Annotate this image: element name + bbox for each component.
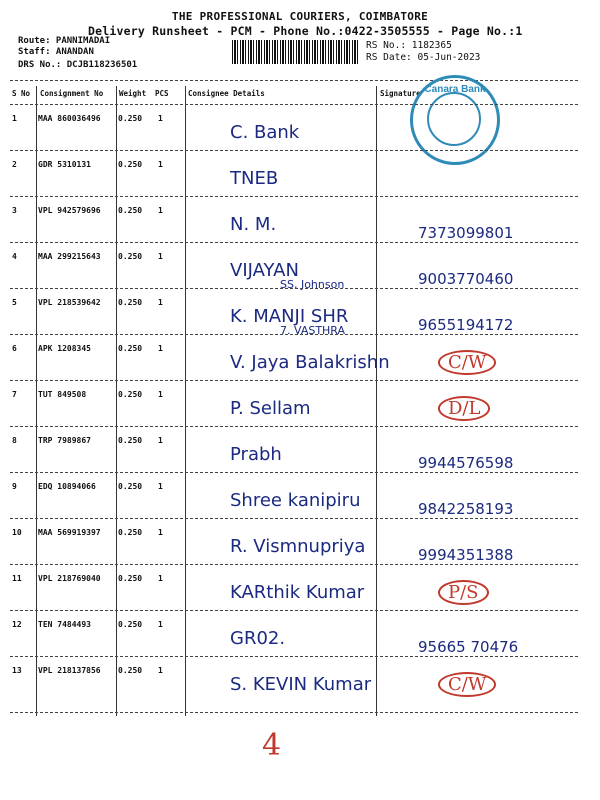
row-sno: 12 [12, 620, 22, 629]
row-consignment-no: TUT 849508 [38, 390, 87, 399]
row-pcs: 1 [158, 528, 163, 537]
row-divider [10, 380, 578, 381]
row-signature-phone: 9655194172 [418, 316, 514, 334]
runsheet-title: Delivery Runsheet - PCM - Phone No.:0422-3505555 - Page No.:1 [88, 24, 523, 38]
company-title: THE PROFESSIONAL COURIERS, COIMBATORE [171, 10, 429, 23]
row-consignee-name: Prabh [230, 444, 282, 465]
col-consignment: Consignment No [40, 89, 104, 98]
col-consignee: Consignee Details [188, 89, 265, 98]
row-consignee-name: TNEB [230, 168, 279, 189]
row-divider [10, 518, 578, 519]
row-weight: 0.250 [118, 390, 143, 399]
header-divider-top [10, 80, 578, 81]
bank-stamp [410, 75, 500, 165]
stamp-inner-ring [427, 92, 481, 146]
row-divider [10, 104, 578, 105]
row-sno: 6 [12, 344, 17, 353]
row-weight: 0.250 [118, 482, 143, 491]
row-signature-phone: 7373099801 [418, 224, 514, 242]
rs-number: RS No.: 1182365 [366, 40, 452, 51]
row-pcs: 1 [158, 298, 163, 307]
row-pcs: 1 [158, 620, 163, 629]
row-weight: 0.250 [118, 436, 143, 445]
row-pcs: 1 [158, 160, 163, 169]
col-signature: Signature [380, 89, 421, 98]
row-divider [10, 150, 578, 151]
row-consignee-name: KARthik Kumar [230, 582, 365, 603]
row-divider [10, 564, 578, 565]
col-weight: Weight [119, 89, 147, 98]
row-sno: 2 [12, 160, 17, 169]
row-consignment-no: MAA 299215643 [38, 252, 101, 261]
row-status-mark: P/S [438, 580, 489, 605]
row-consignment-no: EDQ 10894066 [38, 482, 96, 491]
row-consignment-no: MAA 860036496 [38, 114, 101, 123]
row-signature-phone: 9842258193 [418, 500, 514, 518]
row-divider [10, 472, 578, 473]
row-signature-phone: 95665 70476 [418, 638, 519, 656]
row-consignee-name: Shree kanipiru [230, 490, 361, 511]
row-sno: 1 [12, 114, 17, 123]
staff-label: Staff: ANANDAN [18, 47, 94, 57]
stamp-text: Canara Bank [424, 84, 486, 95]
row-consignee-name: C. Bank [230, 122, 300, 143]
row-consignee-name: V. Jaya Balakrishn [230, 352, 390, 373]
row-consignment-no: APK 1208345 [38, 344, 91, 353]
row-pcs: 1 [158, 114, 163, 123]
row-sno: 7 [12, 390, 17, 399]
row-consignment-no: VPL 218137856 [38, 666, 101, 675]
row-consignment-no: TRP 7989867 [38, 436, 91, 445]
row-weight: 0.250 [118, 344, 143, 353]
row-pcs: 1 [158, 206, 163, 215]
row-pcs: 1 [158, 574, 163, 583]
row-weight: 0.250 [118, 160, 143, 169]
drs-number: DRS No.: DCJB118236501 [18, 60, 138, 70]
rs-date: RS Date: 05-Jun-2023 [366, 52, 481, 63]
row-sno: 13 [12, 666, 22, 675]
row-weight: 0.250 [118, 620, 143, 629]
row-divider [10, 426, 578, 427]
row-consignee-name: VIJAYAN [230, 260, 299, 281]
row-pcs: 1 [158, 666, 163, 675]
row-sno: 8 [12, 436, 17, 445]
row-divider [10, 334, 578, 335]
row-pcs: 1 [158, 390, 163, 399]
row-pcs: 1 [158, 252, 163, 261]
row-sno: 5 [12, 298, 17, 307]
row-weight: 0.250 [118, 298, 143, 307]
row-status-mark: D/L [438, 396, 490, 421]
row-pcs: 1 [158, 482, 163, 491]
row-consignee-name: GR02. [230, 628, 286, 649]
row-consignment-no: VPL 218769040 [38, 574, 101, 583]
row-weight: 0.250 [118, 206, 143, 215]
row-consignee-name: N. M. [230, 214, 277, 235]
row-consignee-line2: 7. VASTHRA [280, 324, 346, 337]
row-consignee-line2: SS, Johnson [280, 278, 345, 291]
barcode [232, 40, 360, 64]
row-sno: 11 [12, 574, 22, 583]
row-consignment-no: TEN 7484493 [38, 620, 91, 629]
row-weight: 0.250 [118, 574, 143, 583]
row-weight: 0.250 [118, 666, 143, 675]
row-divider [10, 242, 578, 243]
row-weight: 0.250 [118, 114, 143, 123]
table-divider-bottom [10, 712, 578, 713]
col-divider [185, 86, 186, 716]
row-divider [10, 288, 578, 289]
row-signature-phone: 9003770460 [418, 270, 514, 288]
row-consignment-no: GDR 5310131 [38, 160, 91, 169]
row-sno: 4 [12, 252, 17, 261]
col-divider [116, 86, 117, 716]
row-pcs: 1 [158, 436, 163, 445]
row-sno: 9 [12, 482, 17, 491]
row-divider [10, 610, 578, 611]
row-weight: 0.250 [118, 252, 143, 261]
col-sno: S No [12, 89, 31, 98]
row-sno: 10 [12, 528, 22, 537]
col-divider [36, 86, 37, 716]
row-consignment-no: VPL 942579696 [38, 206, 101, 215]
route-label: Route: PANNIMADAI [18, 36, 111, 46]
row-signature-phone: 9944576598 [418, 454, 514, 472]
row-consignment-no: MAA 569919397 [38, 528, 101, 537]
page-handwritten-mark: 4 [262, 728, 282, 763]
col-divider [376, 86, 377, 716]
row-weight: 0.250 [118, 528, 143, 537]
row-consignee-name: S. KEVIN Kumar [230, 674, 372, 695]
row-consignee-name: K. MANJI SHR [230, 306, 349, 327]
row-divider [10, 656, 578, 657]
col-pcs: PCS [155, 89, 169, 98]
row-consignee-name: P. Sellam [230, 398, 311, 419]
row-sno: 3 [12, 206, 17, 215]
row-status-mark: C/W [438, 672, 496, 697]
row-pcs: 1 [158, 344, 163, 353]
row-status-mark: C/W [438, 350, 496, 375]
row-signature-phone: 9994351388 [418, 546, 514, 564]
row-consignment-no: VPL 218539642 [38, 298, 101, 307]
row-consignee-name: R. Vismnupriya [230, 536, 366, 557]
row-divider [10, 196, 578, 197]
